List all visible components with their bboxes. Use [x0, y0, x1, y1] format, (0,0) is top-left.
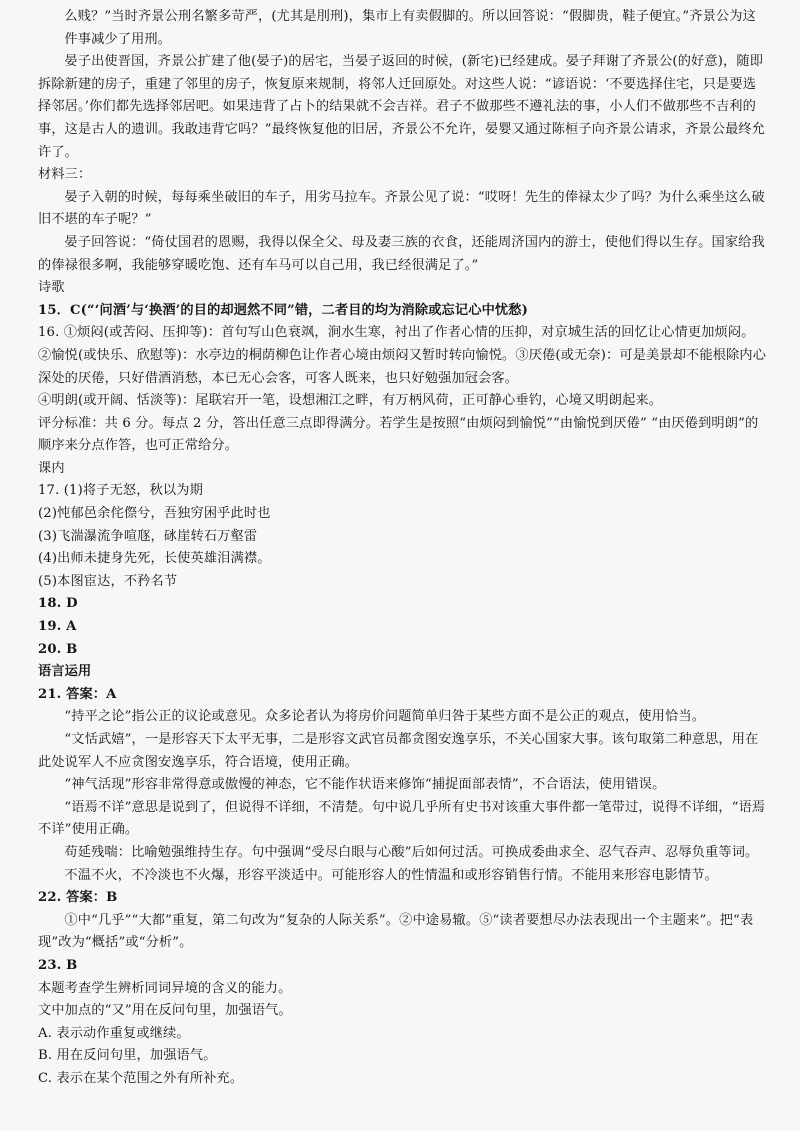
paragraph: 18. D: [38, 596, 78, 612]
paragraph: 15．C(“‘问酒’与‘换酒’的目的却迥然不同”错，二者目的均为消除或忘记心中忧愁): [38, 302, 528, 318]
paragraph: ②愉悦(或快乐、欣慰等)：水亭边的桐荫柳色让作者心境由烦闷又暂时转向愉悦。③厌倦(或无奈)：可是美景却不能根除内心深处的厌倦，只好借酒消愁，本已无心会客，可客人既来，也只好勉强加冠会客。: [38, 347, 767, 386]
paragraph: 20. B: [38, 641, 78, 657]
paragraph: B. 用在反问句里，加强语气。: [38, 1048, 217, 1064]
paragraph: (4)出师未捷身先死，长使英雄泪满襟。: [38, 551, 271, 567]
paragraph: 材料三：: [38, 167, 92, 183]
paragraph: 17. (1)将子无怒，秋以为期: [38, 483, 203, 499]
paragraph: (2)忳郁邑余侘傺兮，吾独穷困乎此时也: [38, 506, 271, 522]
paragraph: 文中加点的“又”用在反问句里，加强语气。: [38, 1003, 292, 1019]
paragraph: ④明朗(或开阔、恬淡等)：尾联宕开一笔，设想湘江之畔，有万柄风荷，正可静心垂钓，心境又明朗起来。: [38, 393, 663, 409]
paragraph: “语焉不详”意思是说到了，但说得不详细，不清楚。句中说几乎所有史书对该重大事件都一笔带过，说得不详细，“语焉不详”使用正确。: [38, 799, 766, 838]
paragraph: A. 表示动作重复或继续。: [38, 1025, 190, 1041]
paragraph: ①中“几乎”“大都”重复，第二句改为“复杂的人际关系”。②中途易辙。⑤“读者要想尽办法表现出一个主题来”。把“表现”改为“概括”或“分析”。: [38, 912, 754, 951]
paragraph: 21. 答案：A: [38, 686, 117, 702]
paragraph: 么贱？”当时齐景公刑名繁多苛严，(尤其是刖刑)，集市上有卖假脚的。所以回答说：“假脚贵，鞋子便宜。”齐景公为这件事减少了用刑。: [64, 9, 756, 47]
paragraph: 23. B: [38, 957, 78, 973]
paragraph: 晏子出使晋国，齐景公扩建了他(晏子)的居宅，当晏子返回的时候，(新宅)已经建成。晏子拜谢了齐景公(的好意)，随即拆除新建的房子，重建了邻里的房子，恢复原来规制，将邻人迁回原处。对这些人说：“谚语说：‘不要选择住宅，只是要选择邻居。’你们都先选择邻居吧。如果违背了占卜的结果就不会吉祥。君子不做那些不遵礼法的事，小人们不做那些不吉利的事，这是古人的遗训。我敢违背它吗？”最终恢复他的旧居，齐景公不允许，晏婴又通过陈桓子向齐景公请求，齐景公最终允许了。: [38, 54, 766, 160]
paragraph: 诗歌: [38, 280, 65, 296]
paragraph: (5)本图宦达，不矜名节: [38, 573, 178, 589]
paragraph: 苟延残喘：比喻勉强维持生存。句中强调“受尽白眼与心酸”后如何过活。可换成委曲求全、忍气吞声、忍辱负重等词。: [64, 844, 759, 860]
paragraph: “持平之论”指公正的议论或意见。众多论者认为将房价问题简单归咎于某些方面不是公正的观点，使用恰当。: [64, 709, 706, 725]
paragraph: 不温不火，不冷淡也不火爆，形容平淡适中。可能形容人的性情温和或形容销售行情。不能用来形容电影情节。: [64, 867, 718, 883]
paragraph: 语言运用: [38, 664, 92, 680]
paragraph: 22. 答案：B: [38, 890, 118, 906]
paragraph: 评分标准：共 6 分。每点 2 分，答出任意三点即得满分。若学生是按照“由烦闷到愉悦”“由愉悦到厌倦” “由厌倦到明朗”的顺序来分点作答，也可正常给分。: [38, 415, 759, 454]
paragraph: 本题考查学生辨析同词异境的含义的能力。: [38, 980, 292, 996]
paragraph: 课内: [38, 460, 65, 476]
paragraph: 晏子入朝的时候，每每乘坐破旧的车子，用劣马拉车。齐景公见了说：“哎呀！先生的俸禄太少了吗？为什么乘坐这么破旧不堪的车子呢？”: [38, 189, 765, 228]
paragraph: 19. A: [38, 619, 77, 635]
paragraph: C. 表示在某个范围之外有所补充。: [38, 1070, 244, 1086]
paragraph: 晏子回答说：“倚仗国君的恩赐，我得以保全父、母及妻三族的衣食，还能周济国内的游士，使他们得以生存。国家给我的俸禄很多啊，我能够穿暖吃饱、还有车马可以自己用，我已经很满足了。”: [38, 234, 765, 273]
paragraph: “神气活现”形容非常得意或傲慢的神态，它不能作状语来修饰“捕捉面部表情”，不合语法，使用错误。: [64, 777, 666, 793]
paragraph: (3)飞湍瀑流争喧豗，砯崖转石万壑雷: [38, 528, 258, 544]
paragraph: “文恬武嬉”，一是形容天下太平无事，二是形容文武官员都贪图安逸享乐，不关心国家大事。该句取第二种意思，用在此处说军人不应贪图安逸享乐，符合语境，使用正确。: [38, 732, 759, 770]
paragraph: 16. ①烦闷(或苦闷、压抑等)：首句写山色衰飒，涧水生寒，衬出了作者心情的压抑，对京城生活的回忆让心情更加烦闷。: [38, 325, 755, 341]
answer-document: [38, 6, 768, 1091]
